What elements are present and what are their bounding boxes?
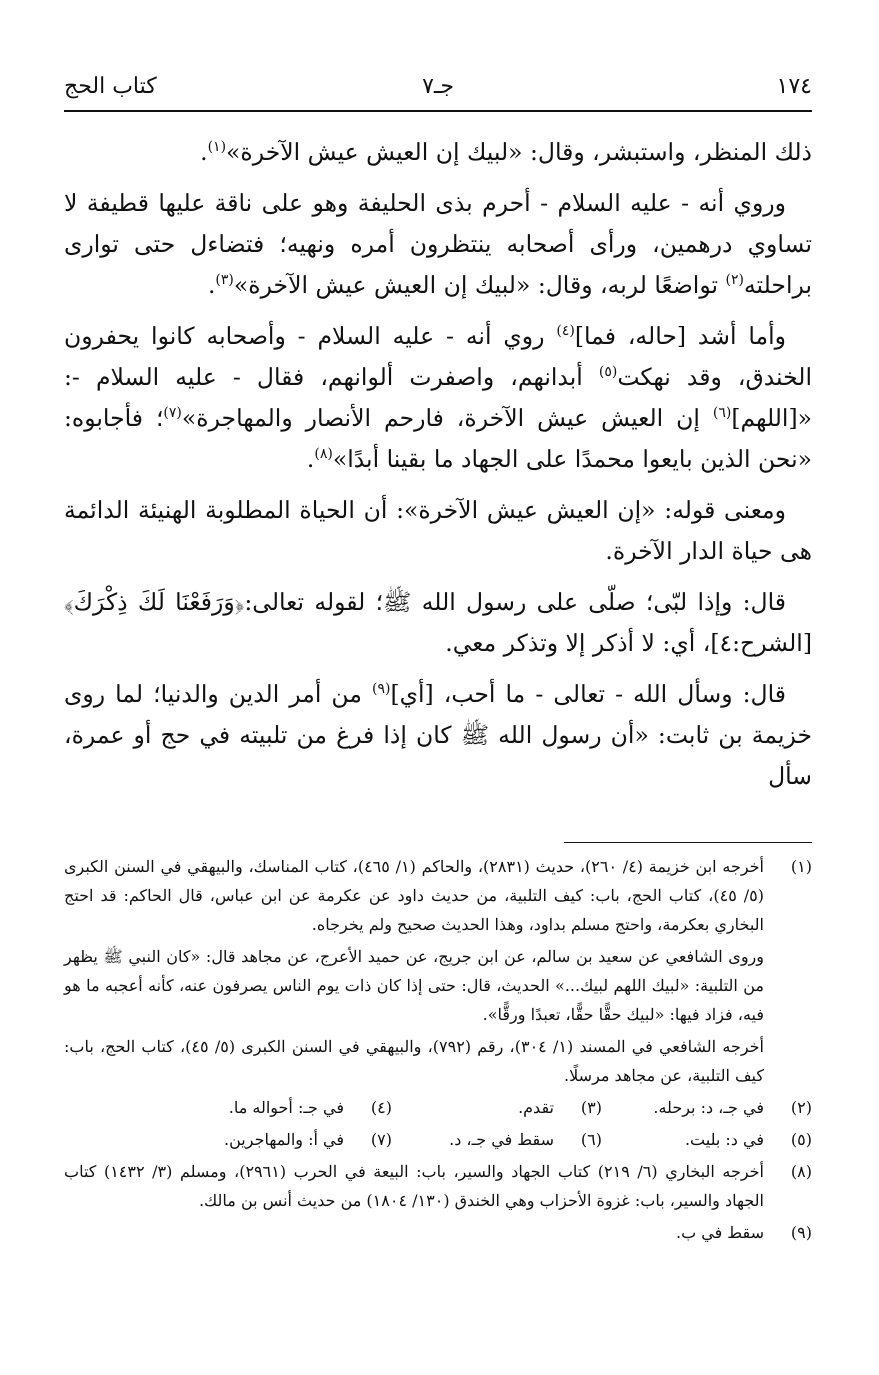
footnote-number: (٨) — [790, 1162, 812, 1181]
footnote-number: (٥) — [790, 1130, 812, 1149]
footnote-9 — [64, 1218, 812, 1247]
paragraph-1-text: ذلك المنظر، واستبشر، وقال: «لبيك إن العيش عيش الآخرة» — [226, 138, 812, 166]
footnote-4 — [182, 1093, 392, 1122]
footnote-ref-5[interactable]: (٥) — [598, 364, 618, 381]
paragraph-2-end: . — [207, 271, 216, 299]
paragraph-2-text-a: وروي أنه - عليه السلام - أحرم بذى الحليفة وهو على ناقة عليها قطيفة لا تساوي درهمين، ورأى أصحابه ينتظرون أمره ونهيه؛ فتضاءل حتى توارى براحلته — [64, 189, 812, 299]
footnote-ref-1[interactable]: (١) — [207, 139, 227, 156]
footnote-ref-4[interactable]: (٤) — [556, 323, 575, 340]
footnote-row-2-4 — [64, 1093, 812, 1122]
paragraph-5-text: قال: وإذا لبّى؛ صلّى على رسول الله ﷺ؛ لقوله تعالى:﴿وَرَفَعْنَا لَكَ ذِكْرَكَ﴾ [الشرح:٤]، أي: لا أذكر إلا وتذكر معي. — [64, 588, 812, 657]
paragraph-3-text-e: ؛ فأجابوه: «نحن الذين بايعوا محمدًا على الجهاد ما بقينا أبدًا» — [64, 404, 812, 473]
paragraph-5 — [64, 582, 812, 664]
footnote-text: في أ: والمهاجرين. — [224, 1130, 344, 1149]
book-page — [64, 68, 812, 1358]
footnote-number: (٦) — [580, 1130, 602, 1149]
footnote-1-continuation-2: أخرجه الشافعي في المسند (١/ ٣٠٤)، رقم (٧٩٢)، والبيهقي في السنن الكبرى (٥/ ٤٥)، كتاب الحج، باب: كيف التلبية، عن مجاهد مرسلًا. — [64, 1037, 764, 1085]
footnote-1 — [64, 852, 812, 939]
footnote-ref-6[interactable]: (٦) — [712, 405, 732, 422]
footnote-number: (٧) — [370, 1130, 392, 1149]
paragraph-3-end: . — [306, 445, 315, 473]
paragraph-6 — [64, 674, 812, 797]
footnote-text: تقدم. — [518, 1098, 554, 1117]
footnote-2 — [602, 1093, 812, 1122]
footnote-7 — [182, 1125, 392, 1154]
footnote-ref-9[interactable]: (٩) — [371, 681, 391, 698]
footnote-ref-7[interactable]: (٧) — [163, 405, 182, 422]
footnote-number: (٣) — [580, 1098, 602, 1117]
footnote-6 — [392, 1125, 602, 1154]
footnote-8 — [64, 1157, 812, 1215]
main-text — [64, 132, 812, 797]
page-number: ١٧٤ — [776, 74, 812, 99]
footnote-row-5-7 — [64, 1125, 812, 1154]
paragraph-6-text-a: قال: وسأل الله - تعالى - ما أحب، [أي] — [390, 680, 786, 708]
footnote-3 — [392, 1093, 602, 1122]
paragraph-3-text-b: روي أنه - عليه السلام - وأصحابه كانوا يحفرون الخندق، وقد نهكت — [64, 322, 812, 391]
book-title: كتاب الحج — [64, 74, 157, 99]
footnote-text: في د: بليت. — [684, 1130, 764, 1149]
footnote-number: (١) — [790, 857, 812, 876]
footnote-text: سقط في جـ، د. — [449, 1130, 554, 1149]
paragraph-2-text-b: تواضعًا لربه، وقال: «لبيك إن العيش عيش الآخرة» — [233, 271, 726, 299]
paragraph-1 — [64, 132, 812, 173]
footnote-ref-8[interactable]: (٨) — [314, 446, 333, 463]
footnote-number: (٩) — [790, 1223, 812, 1242]
footnote-text: في جـ: أحواله ما. — [228, 1098, 344, 1117]
footnote-ref-3[interactable]: (٣) — [215, 272, 234, 289]
paragraph-2 — [64, 183, 812, 306]
paragraph-3-text-a: وأما أشد [حاله، فما] — [574, 322, 786, 350]
paragraph-3-text-c: أبدانهم، واصفرت ألوانهم، فقال - عليه السلام -: «[اللهم] — [64, 363, 812, 432]
paragraph-4 — [64, 490, 812, 572]
footnote-text: أخرجه البخاري (٦/ ٢١٩) كتاب الجهاد والسير، باب: البيعة في الحرب (٢٩٦١)، ومسلم (٣/ ١٤٣٢) كتاب الجهاد والسير، باب: غزوة الأحزاب وهي الخندق (١٣٠/ ١٨٠٤) من حديث أنس بن مالك. — [64, 1162, 764, 1210]
footnotes — [64, 852, 812, 1250]
footnote-1-continuation-1: وروى الشافعي عن سعيد بن سالم، عن ابن جريج، عن حميد الأعرج، عن مجاهد قال: «كان النبي ﷺ يظهر من التلبية: «لبيك اللهم لبيك...» الحديث، قال: حتى إذا كان ذات يوم الناس يصرفون عنه، كأنه أعجبه ما هو فيه، فزاد فيها: «لبيك حقًّا حقًّا، تعبدًا ورقًّا». — [64, 947, 765, 1024]
paragraph-1-end: . — [200, 138, 208, 166]
paragraph-3-text-d: إن العيش عيش الآخرة، فارحم الأنصار والمهاجرة» — [181, 404, 713, 432]
paragraph-3 — [64, 316, 812, 480]
footnote-5 — [602, 1125, 812, 1154]
paragraph-4-text: ومعنى قوله: «إن العيش عيش الآخرة»: أن الحياة المطلوبة الهنيئة الدائمة هى حياة الدار الآخرة. — [64, 496, 812, 565]
footnote-divider — [564, 842, 812, 843]
footnote-text: أخرجه ابن خزيمة (٤/ ٢٦٠)، حديث (٢٨٣١)، والحاكم (١/ ٤٦٥)، كتاب المناسك، والبيهقي في السنن الكبرى (٥/ ٤٥)، كتاب الحج، باب: كيف التلبية، من حديث داود عن عكرمة عن ابن عباس، قال الحاكم: قد احتج البخاري بعكرمة، واحتج مسلم بداود، وهذا الحديث صحيح ولم يخرجاه. — [64, 857, 765, 934]
footnote-text: في جـ، د: برحله. — [653, 1098, 764, 1117]
footnote-text: سقط في ب. — [676, 1223, 764, 1242]
paragraph-6-text-b: من أمر الدين والدنيا؛ لما روى خزيمة بن ثابت: «أن رسول الله ﷺ كان إذا فرغ من تلبيته في حج أو عمرة، سأل — [64, 680, 812, 790]
footnote-number: (٤) — [370, 1098, 392, 1117]
running-header — [64, 68, 812, 112]
footnote-number: (٢) — [790, 1098, 812, 1117]
volume-label: جـ٧ — [422, 74, 454, 99]
footnote-ref-2[interactable]: (٢) — [725, 272, 744, 289]
